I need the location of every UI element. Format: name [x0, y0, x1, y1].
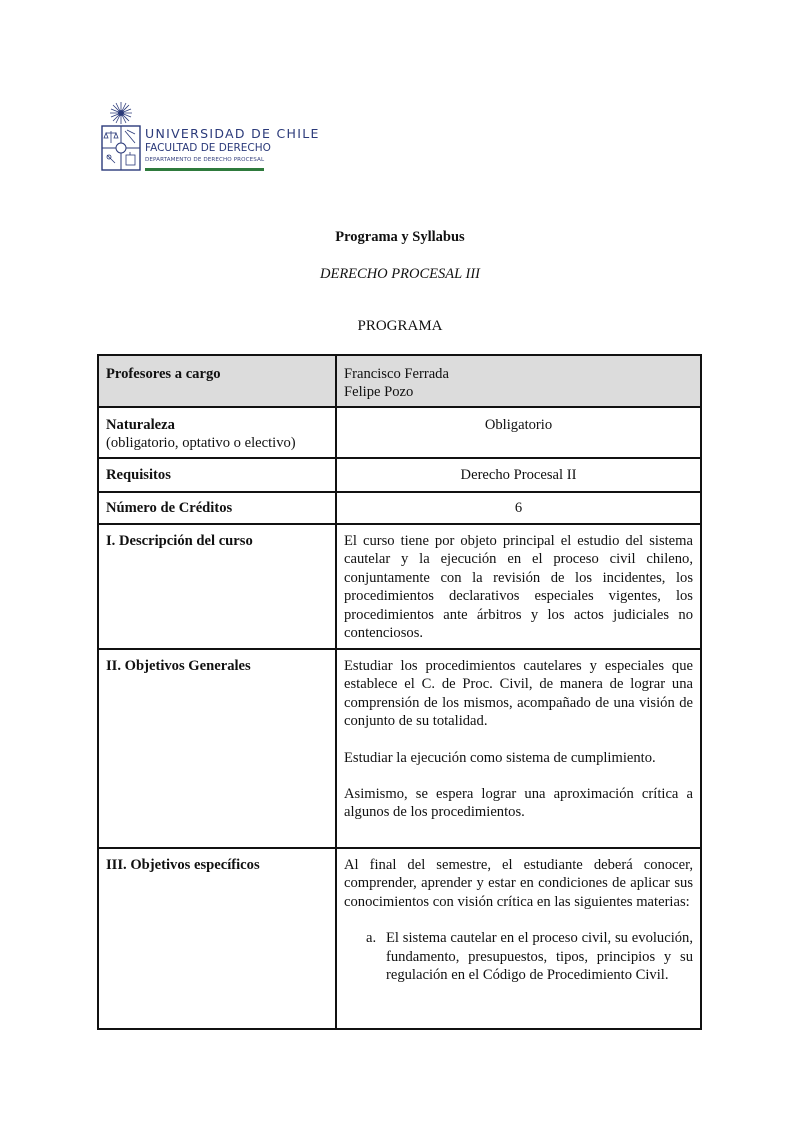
row-value	[336, 848, 701, 1029]
row-label: II. Objetivos Generales	[98, 649, 336, 848]
row-value: Obligatorio	[336, 407, 701, 458]
label-text: Naturaleza	[106, 417, 175, 433]
row-value: Derecho Procesal II	[336, 458, 701, 492]
row-label: I. Descripción del curso	[98, 524, 336, 649]
department-name: DEPARTAMENTO DE DERECHO PROCESAL	[145, 157, 265, 163]
row-value: El curso tiene por objeto principal el estudio del sistema cautelar y la ejecución en el proceso civil chileno, conjuntamente con la revisión de los incidentes, los procedimientos declarativos especiales vigentes, los procedimientos ante árbitros y los actos judiciales no contenciosos.	[336, 524, 701, 649]
table-row-specific-objectives	[98, 848, 701, 1029]
row-label: Número de Créditos	[98, 492, 336, 524]
list-marker: a.	[366, 930, 377, 947]
university-name: UNIVERSIDAD DE CHILE	[145, 126, 320, 141]
paragraph: Estudiar la ejecución como sistema de cumplimiento.	[344, 749, 656, 766]
table-row-general-objectives	[98, 649, 701, 848]
label-subtext: (obligatorio, optativo o electivo)	[106, 435, 296, 452]
paragraph: Al final del semestre, el estudiante deberá conocer, comprender, aprender y estar en condiciones de aplicar sus conocimientos con visión crítica en las siguientes materias:	[344, 857, 693, 910]
professor-name: Felipe Pozo	[344, 384, 414, 401]
row-value: 6	[336, 492, 701, 524]
logo-text	[145, 127, 320, 171]
course-title: DERECHO PROCESAL III	[319, 266, 481, 282]
professor-name: Francisco Ferrada	[344, 366, 449, 382]
row-label	[98, 407, 336, 458]
row-label: Requisitos	[98, 458, 336, 492]
table-row-credits	[98, 492, 701, 524]
logo-accent-bar	[145, 168, 264, 171]
table-row-professors	[98, 355, 701, 407]
objectives-list	[344, 929, 693, 984]
paragraph: Asimismo, se espera lograr una aproximación crítica a algunos de los procedimientos.	[344, 786, 693, 821]
university-crest-icon	[100, 100, 142, 172]
list-item-text: El sistema cautelar en el proceso civil, su evolución, fundamento, presupuestos, tipos, principios y su regulación en el Código de Procedimiento Civil.	[386, 930, 693, 984]
paragraph: Estudiar los procedimientos cautelares y especiales que establece el C. de Proc. Civil, de manera de lograr una comprensión de los mismos, acompañado de una visión de conjunto de su totalidad.	[344, 658, 693, 730]
label-text: Profesores a cargo	[106, 366, 221, 382]
program-table	[97, 354, 702, 1030]
document-title: Programa y Syllabus	[335, 229, 465, 245]
university-logo	[100, 100, 320, 175]
section-title: PROGRAMA	[357, 318, 443, 334]
row-value	[336, 355, 701, 407]
table-row-description	[98, 524, 701, 649]
list-item	[366, 929, 693, 984]
row-label	[98, 355, 336, 407]
table-row-requirements	[98, 458, 701, 492]
table-row-nature	[98, 407, 701, 458]
faculty-name: FACULTAD DE DERECHO	[145, 142, 271, 154]
row-label: III. Objetivos específicos	[98, 848, 336, 1029]
row-value	[336, 649, 701, 848]
